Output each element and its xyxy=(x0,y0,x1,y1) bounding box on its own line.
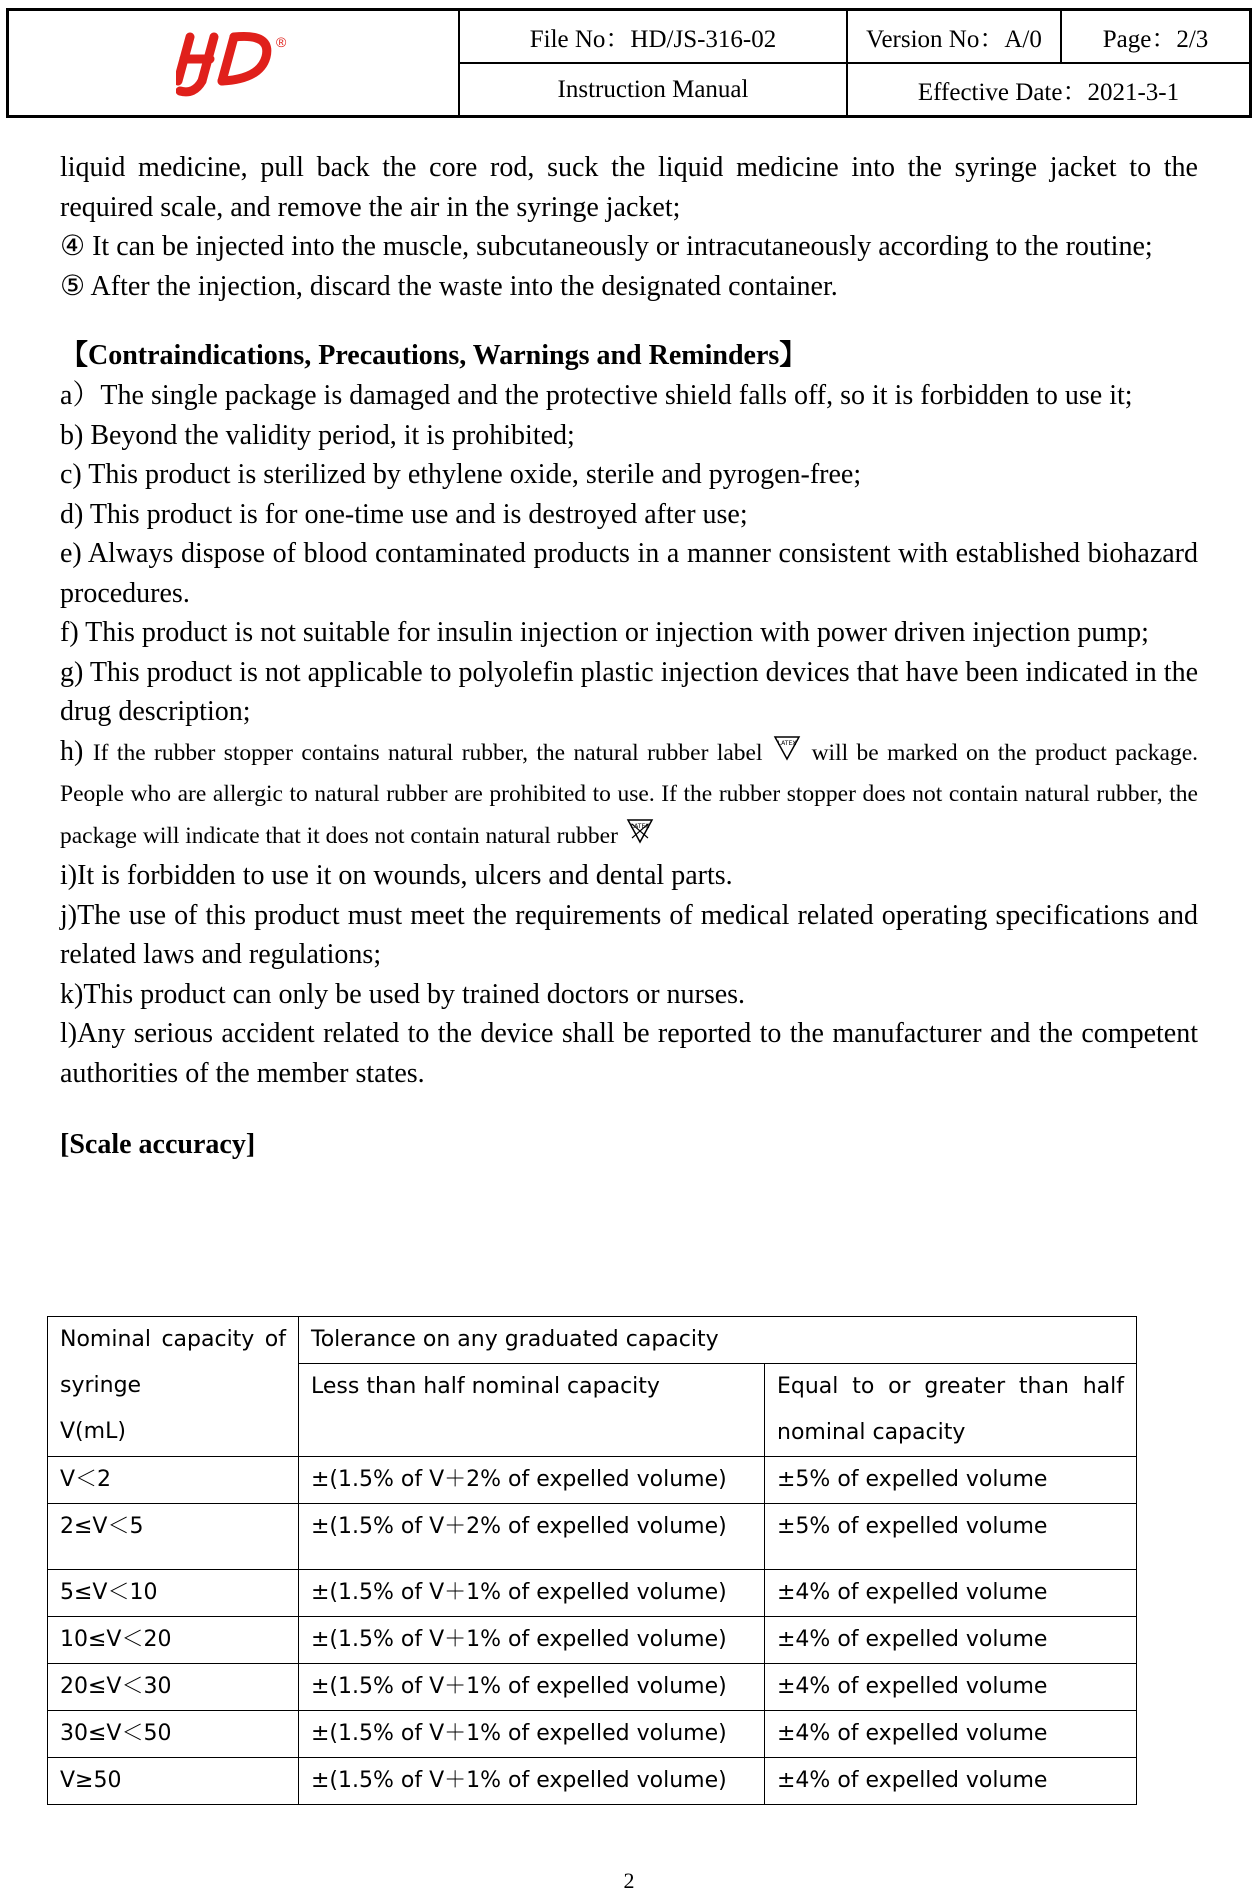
table-row xyxy=(48,1457,1137,1504)
effective-date: Effective Date：2021-3-1 xyxy=(917,78,1180,106)
header-nominal-capacity xyxy=(48,1317,299,1457)
company-logo xyxy=(176,29,296,99)
page-indicator: Page：2/3 xyxy=(1102,25,1209,53)
cell-capacity: 5≤V＜10 xyxy=(48,1570,299,1617)
cell-less-half: ±(1.5% of V＋1% of expelled volume) xyxy=(299,1617,765,1664)
contra-item-a: a）The single package is damaged and the protective shield falls off, so it is forbidden to use it; xyxy=(60,380,1133,411)
table-row xyxy=(48,1758,1137,1805)
table-row xyxy=(48,1504,1137,1570)
header-row-top xyxy=(460,11,1249,62)
cell-less-half: ±(1.5% of V＋1% of expelled volume) xyxy=(299,1711,765,1758)
cell-ge-half: ±4% of expelled volume xyxy=(765,1758,1137,1805)
contra-item-l: l)Any serious accident related to the device shall be reported to the manufacturer and the competent authorities of the member states. xyxy=(60,1018,1198,1089)
cell-capacity: 10≤V＜20 xyxy=(48,1617,299,1664)
header-info xyxy=(460,11,1249,115)
table-row xyxy=(48,1664,1137,1711)
header-tolerance: Tolerance on any graduated capacity xyxy=(299,1317,1137,1364)
cell-capacity: 20≤V＜30 xyxy=(48,1664,299,1711)
latex-warning-icon xyxy=(772,734,802,762)
header-equal-or-greater xyxy=(765,1364,1137,1457)
cell-ge-half: ±5% of expelled volume xyxy=(765,1504,1137,1570)
scale-accuracy-title: [Scale accuracy] xyxy=(60,1129,256,1160)
header-equal-l2: nominal capacity xyxy=(777,1420,966,1445)
contra-item-k: k)This product can only be used by trained doctors or nurses. xyxy=(60,978,746,1010)
contra-item-c: c) This product is sterilized by ethylene oxide, sterile and pyrogen-free; xyxy=(60,459,862,490)
contra-item-h-marker: h) xyxy=(60,735,84,767)
contra-item-j: j)The use of this product must meet the requirements of medical related operating specifications and related laws and regulations; xyxy=(60,899,1198,970)
cell-capacity: V＜2 xyxy=(48,1457,299,1504)
header-nominal-l1: Nominal capacity of xyxy=(60,1327,286,1352)
usage-step-5: ⑤ After the injection, discard the waste into the designated container. xyxy=(60,270,838,302)
contraindications-title: 【Contraindications, Precautions, Warnings and Reminders】 xyxy=(60,340,808,371)
contra-item-g: g) This product is not applicable to polyolefin plastic injection devices that have been indicated in the drug description; xyxy=(60,656,1198,727)
usage-step-4: ④ It can be injected into the muscle, subcutaneously or intracutaneously according to the routine; xyxy=(60,231,1153,262)
table-row xyxy=(48,1570,1137,1617)
header-row-bottom xyxy=(460,62,1249,115)
no-latex-icon xyxy=(625,817,655,845)
contra-item-d: d) This product is for one-time use and is destroyed after use; xyxy=(60,498,748,530)
cell-ge-half: ±4% of expelled volume xyxy=(765,1617,1137,1664)
contra-item-h-part2: will be marked on the product package. People who are allergic to natural rubber are prohibited to use. If the rubber stopper does not contain natural rubber, the package will indicate that it does not contain natural rubber xyxy=(60,739,1199,849)
cell-ge-half: ±4% of expelled volume xyxy=(765,1570,1137,1617)
document-body xyxy=(60,148,1198,1165)
page-number: 2 xyxy=(623,1868,635,1893)
table-header-row-1 xyxy=(48,1317,1137,1364)
cell-capacity: 30≤V＜50 xyxy=(48,1711,299,1758)
logo-cell xyxy=(9,11,460,115)
file-number: File No：HD/JS-316-02 xyxy=(460,11,848,62)
cell-less-half: ±(1.5% of V＋2% of expelled volume) xyxy=(299,1504,765,1570)
cell-less-half: ±(1.5% of V＋1% of expelled volume) xyxy=(299,1570,765,1617)
header-equal-l1: Equal to or greater than half xyxy=(777,1374,1124,1399)
cell-ge-half: ±4% of expelled volume xyxy=(765,1664,1137,1711)
cell-less-half: ±(1.5% of V＋2% of expelled volume) xyxy=(299,1457,765,1504)
cell-capacity: 2≤V＜5 xyxy=(48,1504,299,1570)
document-type: Instruction Manual xyxy=(460,64,848,115)
cell-less-half: ±(1.5% of V＋1% of expelled volume) xyxy=(299,1758,765,1805)
header-nominal-l3: V(mL) xyxy=(60,1419,126,1444)
registered-mark: ® xyxy=(276,34,287,50)
document-header xyxy=(6,8,1252,118)
no-latex-icon-label: LATEX xyxy=(630,822,650,830)
latex-icon-label: LATEX xyxy=(777,739,797,747)
contra-item-e: e) Always dispose of blood contaminated products in a manner consistent with established biohazard procedures. xyxy=(60,538,1198,609)
cell-ge-half: ±5% of expelled volume xyxy=(765,1457,1137,1504)
contra-item-f: f) This product is not suitable for insulin injection or injection with power driven injection pump; xyxy=(60,617,1149,648)
contra-item-b: b) Beyond the validity period, it is prohibited; xyxy=(60,419,575,451)
usage-step-continued: liquid medicine, pull back the core rod, suck the liquid medicine into the syringe jacket to the required scale, and remove the air in the syringe jacket; xyxy=(60,152,1198,223)
table-row xyxy=(48,1617,1137,1664)
contra-item-h xyxy=(60,732,1198,857)
table-row xyxy=(48,1711,1137,1758)
header-nominal-l2: syringe xyxy=(60,1373,142,1398)
contra-item-h-part1: If the rubber stopper contains natural rubber, the natural rubber label xyxy=(92,739,763,766)
cell-less-half: ±(1.5% of V＋1% of expelled volume) xyxy=(299,1664,765,1711)
scale-accuracy-table xyxy=(47,1316,1137,1805)
cell-ge-half: ±4% of expelled volume xyxy=(765,1711,1137,1758)
contra-item-i: i)It is forbidden to use it on wounds, ulcers and dental parts. xyxy=(60,860,733,891)
header-less-than-half: Less than half nominal capacity xyxy=(299,1364,765,1457)
cell-capacity: V≥50 xyxy=(48,1758,299,1805)
version-number: Version No：A/0 xyxy=(848,11,1062,62)
